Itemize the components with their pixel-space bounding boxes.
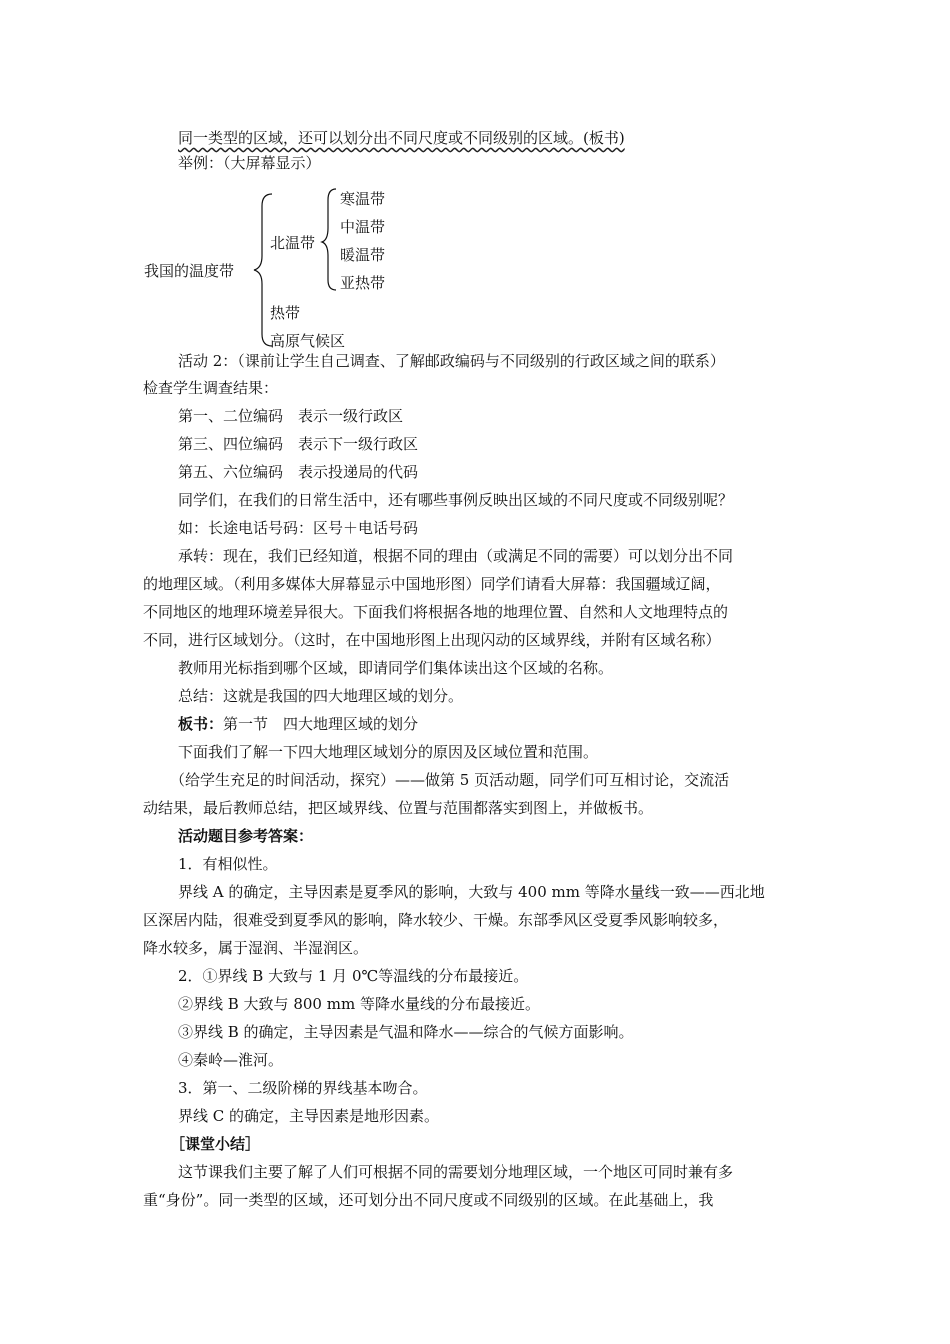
paragraph: 第一、二位编码 表示一级行政区: [178, 407, 404, 425]
paragraph: 活动 2：（课前让学生自己调查、了解邮政编码与不同级别的行政区域之间的联系）: [178, 352, 725, 370]
tree-tropical: 热带: [270, 304, 301, 322]
paragraph: 界线 C 的确定，主导因素是地形因素。: [178, 1107, 440, 1125]
example-label: 举例：（大屏幕显示）: [178, 154, 321, 172]
paragraph: 界线 A 的确定，主导因素是夏季风的影响，大致与 400 mm 等降水量线一致——西北地: [178, 883, 765, 901]
tree-north-child: 暖温带: [340, 246, 386, 264]
paragraph: 区深居内陆，很难受到夏季风的影响，降水较少、干燥。东部季风区受夏季风影响较多，: [143, 911, 729, 929]
paragraph: 总结：这就是我国的四大地理区域的划分。: [178, 687, 464, 705]
board-section-line: [178, 714, 418, 734]
paragraph: ③界线 B 的确定，主导因素是气温和降水——综合的气候方面影响。: [178, 1023, 634, 1041]
summary-heading: ［课堂小结］: [170, 1135, 261, 1153]
tree-north-child: 中温带: [340, 218, 386, 236]
tree-north-child: 亚热带: [340, 274, 386, 292]
board-note-heading: 同一类型的区域，还可以划分出不同尺度或不同级别的区域。(板书): [178, 129, 625, 147]
tree-plateau: 高原气候区: [270, 332, 346, 350]
paragraph: 如：长途电话号码：区号＋电话号码: [178, 519, 419, 537]
paragraph: （给学生充足的时间活动，探究）——做第 5 页活动题，同学们可互相讨论，交流活: [170, 771, 730, 789]
paragraph: 这节课我们主要了解了人们可根据不同的需要划分地理区域，一个地区可同时兼有多: [178, 1163, 734, 1181]
paragraph: ④秦岭—淮河。: [178, 1051, 284, 1069]
paragraph: 的地理区域。（利用多媒体大屏幕显示中国地形图）同学们请看大屏幕：我国疆域辽阔，: [143, 575, 721, 593]
paragraph: 1．有相似性。: [178, 855, 278, 873]
paragraph: 不同，进行区域划分。（这时，在中国地形图上出现闪动的区域界线，并附有区域名称）: [143, 631, 721, 649]
paragraph: 下面我们了解一下四大地理区域划分的原因及区域位置和范围。: [178, 743, 599, 761]
paragraph: 承转：现在，我们已经知道，根据不同的理由（或满足不同的需要）可以划分出不同: [178, 547, 734, 565]
paragraph: ②界线 B 大致与 800 mm 等降水量线的分布最接近。: [178, 995, 540, 1013]
answers-heading: 活动题目参考答案：: [178, 827, 314, 845]
paragraph: 3．第一、二级阶梯的界线基本吻合。: [178, 1079, 428, 1097]
paragraph: 降水较多，属于湿润、半湿润区。: [143, 939, 369, 957]
paragraph: 2．①界线 B 大致与 1 月 0℃等温线的分布最接近。: [178, 967, 529, 985]
tree-north-child: 寒温带: [340, 190, 386, 208]
temperature-zone-diagram: [140, 184, 440, 354]
tree-root: 我国的温度带: [144, 262, 235, 280]
tree-north: 北温带: [270, 234, 316, 252]
paragraph: 教师用光标指到哪个区域，即请同学们集体读出这个区域的名称。: [178, 659, 614, 677]
paragraph: 第五、六位编码 表示投递局的代码: [178, 463, 419, 481]
paragraph: 同学们，在我们的日常生活中，还有哪些事例反映出区域的不同尺度或不同级别呢？: [178, 491, 734, 509]
board-label: 板书：: [178, 715, 224, 733]
paragraph: 不同地区的地理环境差异很大。下面我们将根据各地的地理位置、自然和人文地理特点的: [143, 603, 729, 621]
paragraph: 第三、四位编码 表示下一级行政区: [178, 435, 419, 453]
paragraph: 动结果，最后教师总结，把区域界线、位置与范围都落实到图上，并做板书。: [143, 799, 654, 817]
paragraph: 检查学生调查结果：: [143, 379, 279, 397]
section-title: 第一节 四大地理区域的划分: [223, 715, 419, 733]
paragraph: 重“身份”。同一类型的区域，还可划分出不同尺度或不同级别的区域。在此基础上，我: [143, 1191, 714, 1209]
